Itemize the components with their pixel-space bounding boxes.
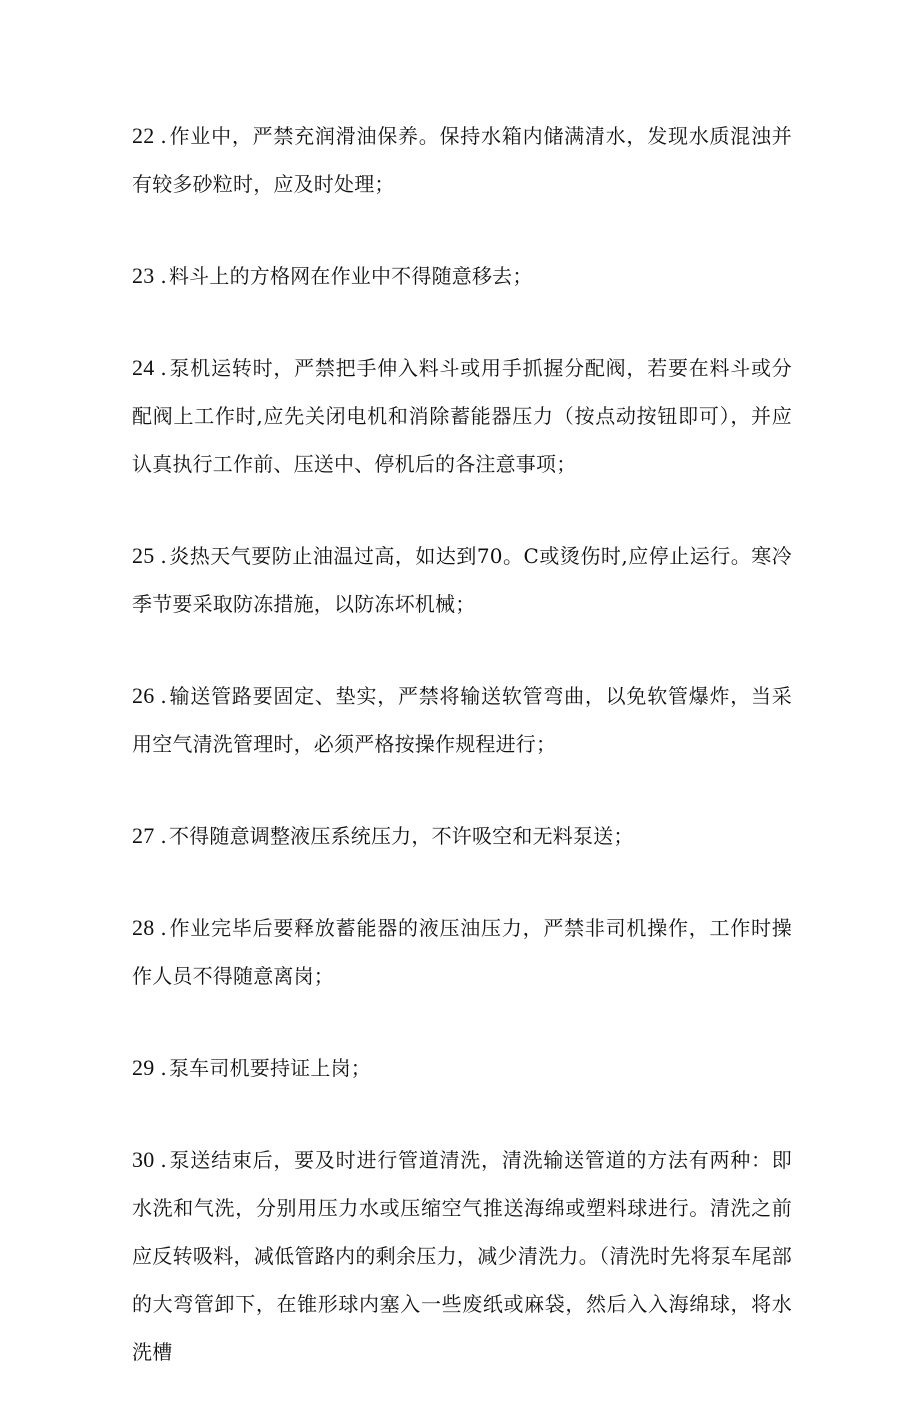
item-separator: . [160,544,167,568]
item-separator: . [160,684,167,708]
item-text: 输送管路要固定、垫实，严禁将输送软管弯曲，以免软管爆炸，当采用空气清洗管理时，必须严格按操作规程进行； [132,684,792,756]
item-text: 泵机运转时，严禁把手伸入料斗或用手抓握分配阀，若要在料斗或分配阀上工作时,应先关闭电机和消除蓄能器压力（按点动按钮即可），并应认真执行工作前、压送中、停机后的各注意事项； [132,356,792,476]
item-text: 炎热天气要防止油温过高，如达到70。C或烫伤时,应停止运行。寒冷季节要采取防冻措施，以防冻坏机械； [132,544,792,616]
document-body [132,112,792,1420]
list-item-23 [132,252,792,300]
item-separator: . [160,916,167,940]
list-item-29 [132,1044,792,1092]
item-number: 28 [132,915,155,940]
item-text: 不得随意调整液压系统压力，不许吸空和无料泵送； [168,824,634,848]
list-item-22 [132,112,792,208]
list-item-27 [132,812,792,860]
item-separator: . [160,264,167,288]
item-number: 22 [132,123,155,148]
list-item-24 [132,344,792,488]
list-item-25 [132,532,792,628]
item-text: 泵车司机要持证上岗； [168,1056,371,1080]
item-number: 27 [132,823,155,848]
item-text: 泵送结束后，要及时进行管道清洗，清洗输送管道的方法有两种：即水洗和气洗，分别用压力水或压缩空气推送海绵或塑料球进行。清洗之前应反转吸料，减低管路内的剩余压力，减少清洗力。（清洗时先将泵车尾部的大弯管卸下，在锥形球内塞入一些废纸或麻袋，然后入入海绵球，将水洗槽 [132,1148,792,1364]
item-text: 料斗上的方格网在作业中不得随意移去； [168,264,533,288]
list-item-26 [132,672,792,768]
list-item-30 [132,1136,792,1376]
item-text: 作业中，严禁充润滑油保养。保持水箱内储满清水，发现水质混浊并有较多砂粒时，应及时处理； [132,124,792,196]
item-separator: . [160,124,167,148]
item-separator: . [160,356,167,380]
item-number: 23 [132,263,155,288]
item-number: 30 [132,1147,155,1172]
item-separator: . [160,824,167,848]
item-text: 作业完毕后要释放蓄能器的液压油压力，严禁非司机操作，工作时操作人员不得随意离岗； [132,916,792,988]
item-number: 26 [132,683,155,708]
item-separator: . [160,1148,167,1172]
item-separator: . [160,1056,167,1080]
item-number: 25 [132,543,155,568]
item-number: 24 [132,355,155,380]
item-number: 29 [132,1055,155,1080]
list-item-28 [132,904,792,1000]
